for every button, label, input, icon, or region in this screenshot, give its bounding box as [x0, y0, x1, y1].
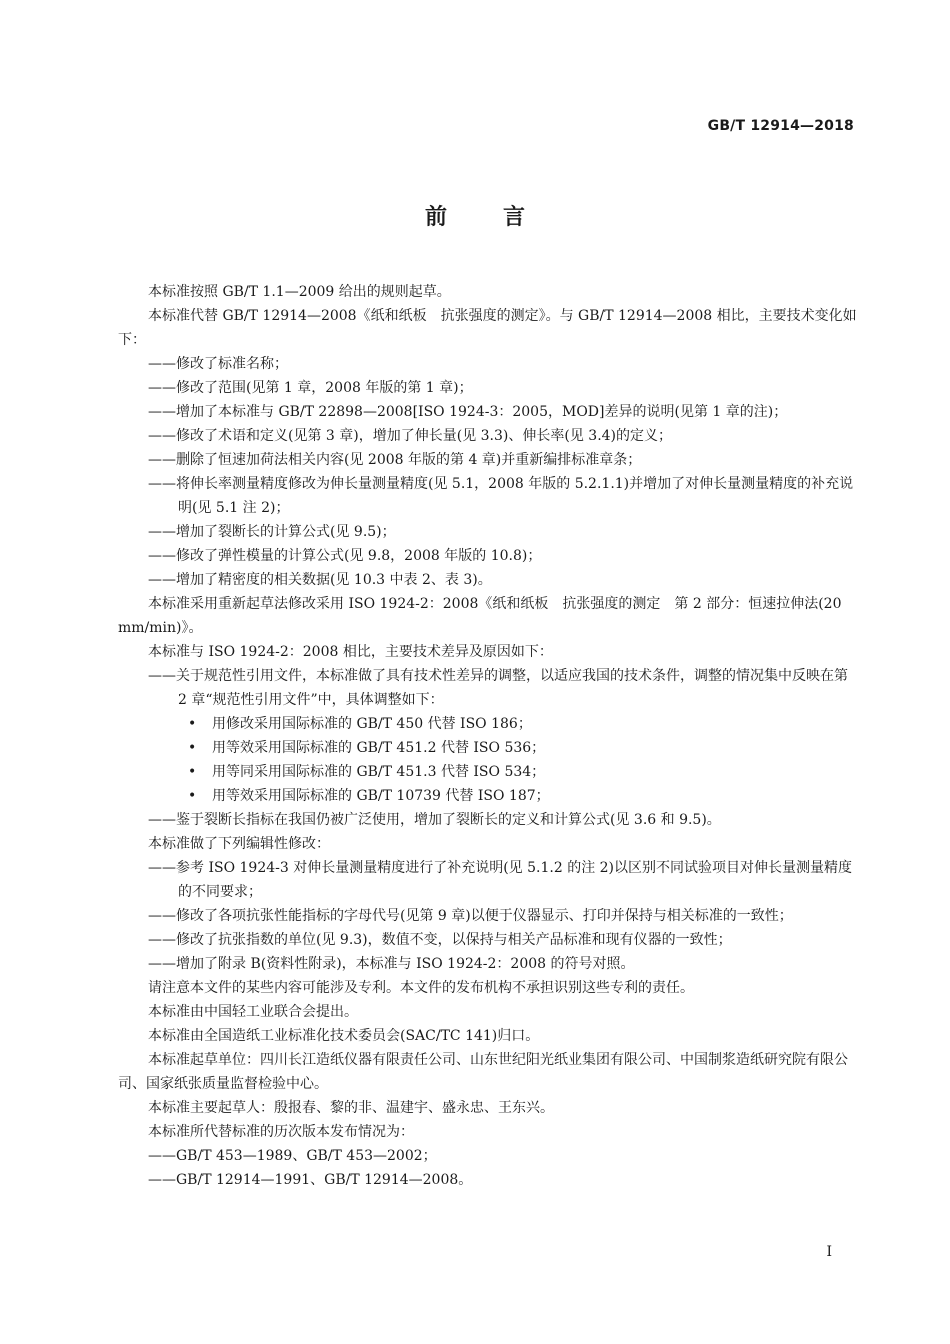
- dash-item: ——修改了标准名称；: [148, 356, 288, 372]
- page-number: I: [826, 1244, 832, 1260]
- dash-item: ——修改了抗张指数的单位(见 9.3)，数值不变，以保持与相关产品标准和现有仪器的一致性；: [148, 932, 732, 948]
- dash-item: ——GB/T 453—1989、GB/T 453—2002；: [148, 1148, 437, 1164]
- bullet-text: 用修改采用国际标准的 GB/T 450 代替 ISO 186；: [212, 716, 532, 732]
- bullet-item: [118, 712, 858, 736]
- dash-item: ——修改了术语和定义(见第 3 章)，增加了伸长量(见 3.3)、伸长率(见 3.4)的定义；: [148, 428, 673, 444]
- dash-item: ——GB/T 12914—1991、GB/T 12914—2008。: [148, 1172, 473, 1188]
- standard-number: GB/T 12914—2018: [707, 118, 854, 134]
- bullet-item: [118, 784, 858, 808]
- dash-item: ——关于规范性引用文件，本标准做了具有技术性差异的调整，以适应我国的技术条件，调整的情况集中反映在第 2 章“规范性引用文件”中，具体调整如下：: [148, 668, 848, 708]
- dash-item: ——删除了恒速加荷法相关内容(见 2008 年版的第 4 章)并重新编排标准章条；: [148, 452, 642, 468]
- dash-item: ——修改了各项抗张性能指标的字母代号(见第 9 章)以便于仪器显示、打印并保持与相关标准的一致性；: [148, 908, 793, 924]
- bullet-text: 用等同采用国际标准的 GB/T 451.3 代替 ISO 534；: [212, 764, 546, 780]
- dash-item: ——修改了范围(见第 1 章，2008 年版的第 1 章)；: [148, 380, 473, 396]
- paragraph: 本标准由中国轻工业联合会提出。: [148, 1004, 358, 1020]
- bullet-icon: •: [188, 764, 197, 780]
- paragraph: 本标准由全国造纸工业标准化技术委员会(SAC/TC 141)归口。: [148, 1028, 540, 1044]
- bullet-text: 用等效采用国际标准的 GB/T 10739 代替 ISO 187；: [212, 788, 550, 804]
- paragraph: 本标准采用重新起草法修改采用 ISO 1924-2：2008《纸和纸板 抗张强度的测定 第 2 部分：恒速拉伸法(20 mm/min)》。: [118, 596, 842, 636]
- dash-item: ——增加了裂断长的计算公式(见 9.5)；: [148, 524, 396, 540]
- document-body: [118, 280, 858, 1192]
- paragraph: 本标准所代替标准的历次版本发布情况为：: [148, 1124, 414, 1140]
- dash-item: ——参考 ISO 1924-3 对伸长量测量精度进行了补充说明(见 5.1.2 的注 2)以区别不同试验项目对伸长量测量精度的不同要求；: [148, 860, 853, 900]
- paragraph: 本标准做了下列编辑性修改：: [148, 836, 330, 852]
- bullet-icon: •: [188, 788, 197, 804]
- dash-item: ——增加了本标准与 GB/T 22898—2008[ISO 1924-3：2005，MOD]差异的说明(见第 1 章的注)；: [148, 404, 788, 420]
- dash-item: ——增加了精密度的相关数据(见 10.3 中表 2、表 3)。: [148, 572, 492, 588]
- bullet-item: [118, 736, 858, 760]
- dash-item: ——鉴于裂断长指标在我国仍被广泛使用，增加了裂断长的定义和计算公式(见 3.6 和 9.5)。: [148, 812, 721, 828]
- bullet-item: [118, 760, 858, 784]
- paragraph: 请注意本文件的某些内容可能涉及专利。本文件的发布机构不承担识别这些专利的责任。: [148, 980, 694, 996]
- dash-item: ——修改了弹性模量的计算公式(见 9.8，2008 年版的 10.8)；: [148, 548, 542, 564]
- bullet-icon: •: [188, 716, 197, 732]
- bullet-text: 用等效采用国际标准的 GB/T 451.2 代替 ISO 536；: [212, 740, 546, 756]
- paragraph: 本标准起草单位：四川长江造纸仪器有限责任公司、山东世纪阳光纸业集团有限公司、中国制浆造纸研究院有限公司、国家纸张质量监督检验中心。: [118, 1052, 848, 1092]
- dash-item: ——将伸长率测量精度修改为伸长量测量精度(见 5.1，2008 年版的 5.2.1.1)并增加了对伸长量测量精度的补充说明(见 5.1 注 2)；: [148, 476, 854, 516]
- paragraph: 本标准按照 GB/T 1.1—2009 给出的规则起草。: [148, 284, 451, 300]
- bullet-icon: •: [188, 740, 197, 756]
- dash-item: ——增加了附录 B(资料性附录)，本标准与 ISO 1924-2：2008 的符号对照。: [148, 956, 635, 972]
- paragraph: 本标准主要起草人：殷报春、黎的非、温建宇、盛永忠、王东兴。: [148, 1100, 554, 1116]
- page-title: 前言: [424, 205, 581, 230]
- paragraph: 本标准代替 GB/T 12914—2008《纸和纸板 抗张强度的测定》。与 GB/T 12914—2008 相比，主要技术变化如下：: [118, 308, 857, 348]
- paragraph: 本标准与 ISO 1924-2：2008 相比，主要技术差异及原因如下：: [148, 644, 553, 660]
